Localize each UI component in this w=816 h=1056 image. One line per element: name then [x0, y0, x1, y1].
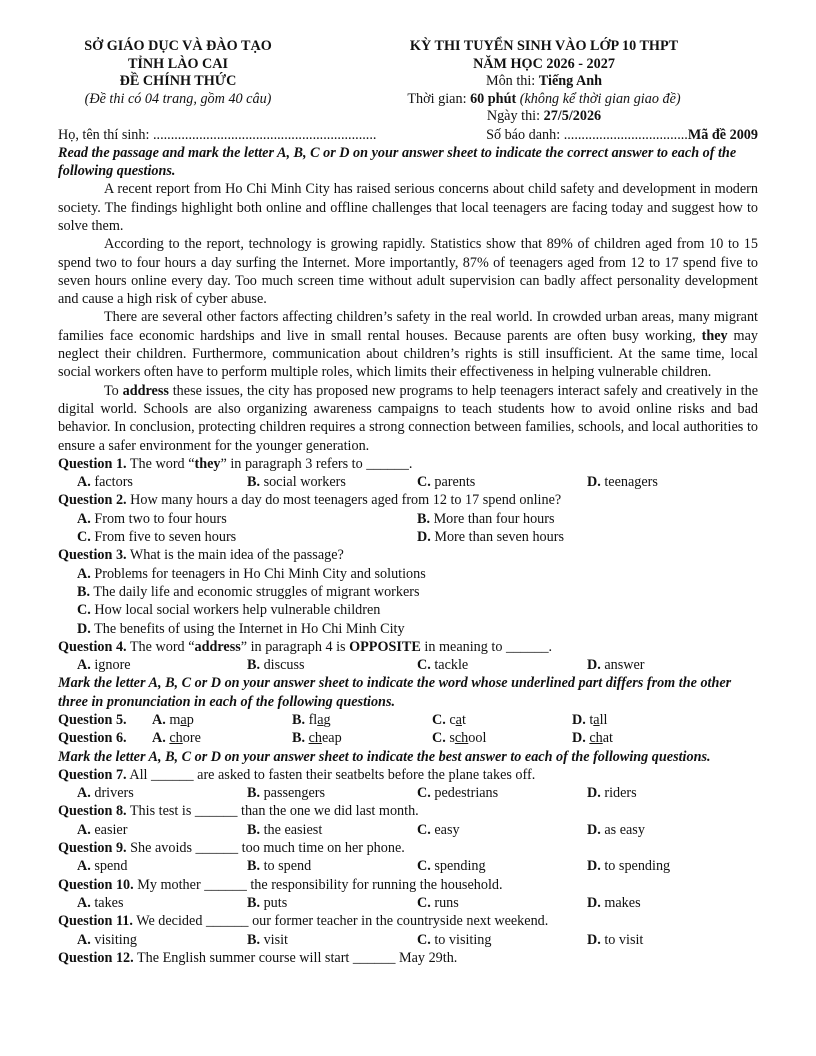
question-3-option-a[interactable]: A. Problems for teenagers in Ho Chi Minh City and solutions: [77, 565, 426, 582]
school-year: NĂM HỌC 2026 - 2027: [473, 55, 615, 72]
option-c[interactable]: C. cat: [432, 712, 466, 728]
option-b[interactable]: B. social workers: [247, 474, 346, 491]
question-3-option-c[interactable]: C. How local social workers help vulnerable children: [77, 602, 381, 619]
option-c[interactable]: C. to visiting: [417, 931, 492, 948]
option-a[interactable]: A. easier: [77, 821, 128, 838]
question-2-options-row-1: [58, 510, 758, 528]
question-8: Question 8. This test is ______ than the one we did last month.: [58, 803, 419, 820]
question-3-option-d[interactable]: D. The benefits of using the Internet in Ho Chi Minh City: [77, 620, 405, 637]
exam-title: KỲ THI TUYỂN SINH VÀO LỚP 10 THPT: [409, 38, 679, 54]
question-3-option-b[interactable]: B. The daily life and economic struggles of migrant workers: [77, 583, 420, 600]
option-d[interactable]: D. teenagers: [587, 474, 658, 491]
option-d[interactable]: D. to visit: [587, 931, 644, 948]
option-d[interactable]: D. tall: [572, 712, 608, 728]
passage-paragraph-3: There are several other factors affecting children’s safety in the real world. In crowded urban areas, many migrant families face economic hardships and live in small rental houses. Because parents are often busy working, they may neglect their children. Furthermore, communication about children’s rights is still insufficient. At the same time, local social workers often have to perform multiple roles, which limits their effectiveness in helping vulnerable children.: [58, 309, 758, 381]
question-7: Question 7. All ______ are asked to fasten their seatbelts before the plane takes off.: [58, 766, 536, 783]
exam-page: [58, 38, 758, 967]
question-11: Question 11. We decided ______ our former teacher in the countryside next weekend.: [58, 913, 549, 930]
option-d[interactable]: D. More than seven hours: [417, 529, 564, 546]
question-4: Question 4. The word “address” in paragraph 4 is OPPOSITE in meaning to ______.: [58, 638, 553, 655]
option-b[interactable]: B. More than four hours: [417, 510, 555, 527]
date-line: Ngày thi: 27/5/2026: [486, 108, 602, 124]
question-8-options: [58, 821, 758, 839]
option-c[interactable]: C. runs: [417, 894, 459, 911]
option-d[interactable]: D. riders: [587, 785, 637, 802]
option-a[interactable]: A. From two to four hours: [77, 510, 227, 527]
grammar-instruction: Mark the letter A, B, C or D on your answer sheet to indicate the best answer to each of the following questions.: [58, 748, 711, 765]
question-3: Question 3. What is the main idea of the passage?: [58, 547, 344, 564]
option-d[interactable]: D. as easy: [587, 821, 645, 838]
question-10-options: [58, 894, 758, 912]
option-b[interactable]: B. flag: [292, 712, 331, 728]
option-c[interactable]: C. tackle: [417, 657, 469, 674]
exam-header: [58, 38, 758, 126]
question-7-options: [58, 784, 758, 802]
passage-paragraph-1: A recent report from Ho Chi Minh City has raised serious concerns about child safety and development in modern society. The findings highlight both online and offline challenges that local teenagers are facing today and suggest how to solve them.: [58, 181, 758, 234]
passage-paragraph-4: To address these issues, the city has proposed new programs to help teenagers interact safely and creatively in the digital world. Schools are also organizing awareness campaigns to teach students how to avoid online risks and bad behavior. In conclusion, protecting children requires a strong connection between families, schools, and local authorities to ensure a safer environment for the younger generation.: [58, 382, 758, 454]
option-d[interactable]: D. answer: [587, 657, 645, 674]
option-c[interactable]: C. school: [432, 730, 487, 747]
province-name: TỈNH LÀO CAI: [127, 55, 229, 72]
option-b[interactable]: B. passengers: [247, 785, 326, 802]
option-c[interactable]: C. easy: [417, 821, 460, 838]
option-b[interactable]: B. puts: [247, 894, 288, 911]
option-a[interactable]: A. ignore: [77, 657, 131, 674]
question-11-options: [58, 931, 758, 949]
option-a[interactable]: A. spend: [77, 858, 128, 875]
question-4-options: [58, 656, 758, 674]
option-b[interactable]: B. cheap: [292, 730, 342, 747]
option-c[interactable]: C. parents: [417, 474, 476, 491]
time-line: Thời gian: 60 phút (không kể thời gian giao đề): [407, 90, 681, 107]
option-d[interactable]: D. makes: [587, 894, 641, 911]
question-1: Question 1. The word “they” in paragraph 3 refers to ______.: [58, 455, 413, 472]
question-9-options: [58, 857, 758, 875]
option-a[interactable]: A. takes: [77, 894, 124, 911]
official-label: ĐỀ CHÍNH THỨC: [119, 73, 237, 89]
question-9: Question 9. She avoids ______ too much time on her phone.: [58, 840, 405, 857]
option-b[interactable]: B. visit: [247, 931, 289, 948]
question-5: Question 5. A. map B. flag C. cat D. tall: [58, 711, 758, 729]
question-6: Question 6. A. chore B. cheap C. school D. chat: [58, 729, 758, 747]
date-value: 27/5/2026: [543, 108, 602, 124]
question-1-options: [58, 473, 758, 491]
question-10: Question 10. My mother ______ the responsibility for running the household.: [58, 876, 503, 893]
question-12: Question 12. The English summer course will start ______ May 29th.: [58, 949, 458, 966]
passage-paragraph-2: According to the report, technology is growing rapidly. Statistics show that 89% of children aged from 10 to 15 spend two to four hours a day surfing the Internet. More importantly, 87% of teenagers aged from 12 to 17 spend five to seven hours online every day. Too much screen time without adult supervision can badly affect personality development and cause a high risk of cyber abuse.: [58, 236, 758, 308]
option-b[interactable]: B. to spend: [247, 858, 312, 875]
department-name: SỞ GIÁO DỤC VÀ ĐÀO TẠO: [84, 38, 272, 54]
keyword-address: address: [122, 382, 169, 399]
option-c[interactable]: C. pedestrians: [417, 785, 499, 802]
option-d[interactable]: D. chat: [572, 730, 613, 747]
time-value: 60 phút: [470, 90, 517, 107]
subject-value: Tiếng Anh: [538, 73, 603, 89]
candidate-id-field: Số báo danh: ...................................: [486, 126, 688, 143]
header-right: [334, 38, 754, 126]
option-b[interactable]: B. the easiest: [247, 821, 323, 838]
candidate-row: [58, 126, 758, 144]
question-2-options-row-2: [58, 528, 758, 546]
option-a[interactable]: A. chore: [152, 730, 201, 747]
option-c[interactable]: C. spending: [417, 858, 486, 875]
question-2: Question 2. How many hours a day do most teenagers aged from 12 to 17 spend online?: [58, 492, 562, 509]
time-note: (không kể thời gian giao đề): [516, 90, 681, 107]
candidate-name-field: Họ, tên thí sinh: ...............................................................: [58, 126, 377, 143]
page-count-note: (Đề thi có 04 trang, gồm 40 câu): [84, 90, 272, 107]
pronunciation-instruction: Mark the letter A, B, C or D on your answer sheet to indicate the word whose underlined part differs from the other three in pronunciation in each of the following questions.: [58, 675, 732, 710]
option-a[interactable]: A. factors: [77, 474, 133, 491]
option-d[interactable]: D. to spending: [587, 858, 671, 875]
exam-code: Mã đề 2009: [687, 126, 758, 143]
subject-line: Môn thi: Tiếng Anh: [485, 73, 603, 89]
header-left: [58, 38, 298, 126]
option-c[interactable]: C. From five to seven hours: [77, 529, 237, 546]
option-a[interactable]: A. drivers: [77, 785, 134, 802]
option-a[interactable]: A. visiting: [77, 931, 137, 948]
reading-instruction: Read the passage and mark the letter A, B, C or D on your answer sheet to indicate the correct answer to each of the following questions.: [58, 144, 737, 180]
keyword-they: they: [701, 327, 728, 344]
option-a[interactable]: A. map: [152, 712, 194, 728]
option-b[interactable]: B. discuss: [247, 657, 305, 674]
